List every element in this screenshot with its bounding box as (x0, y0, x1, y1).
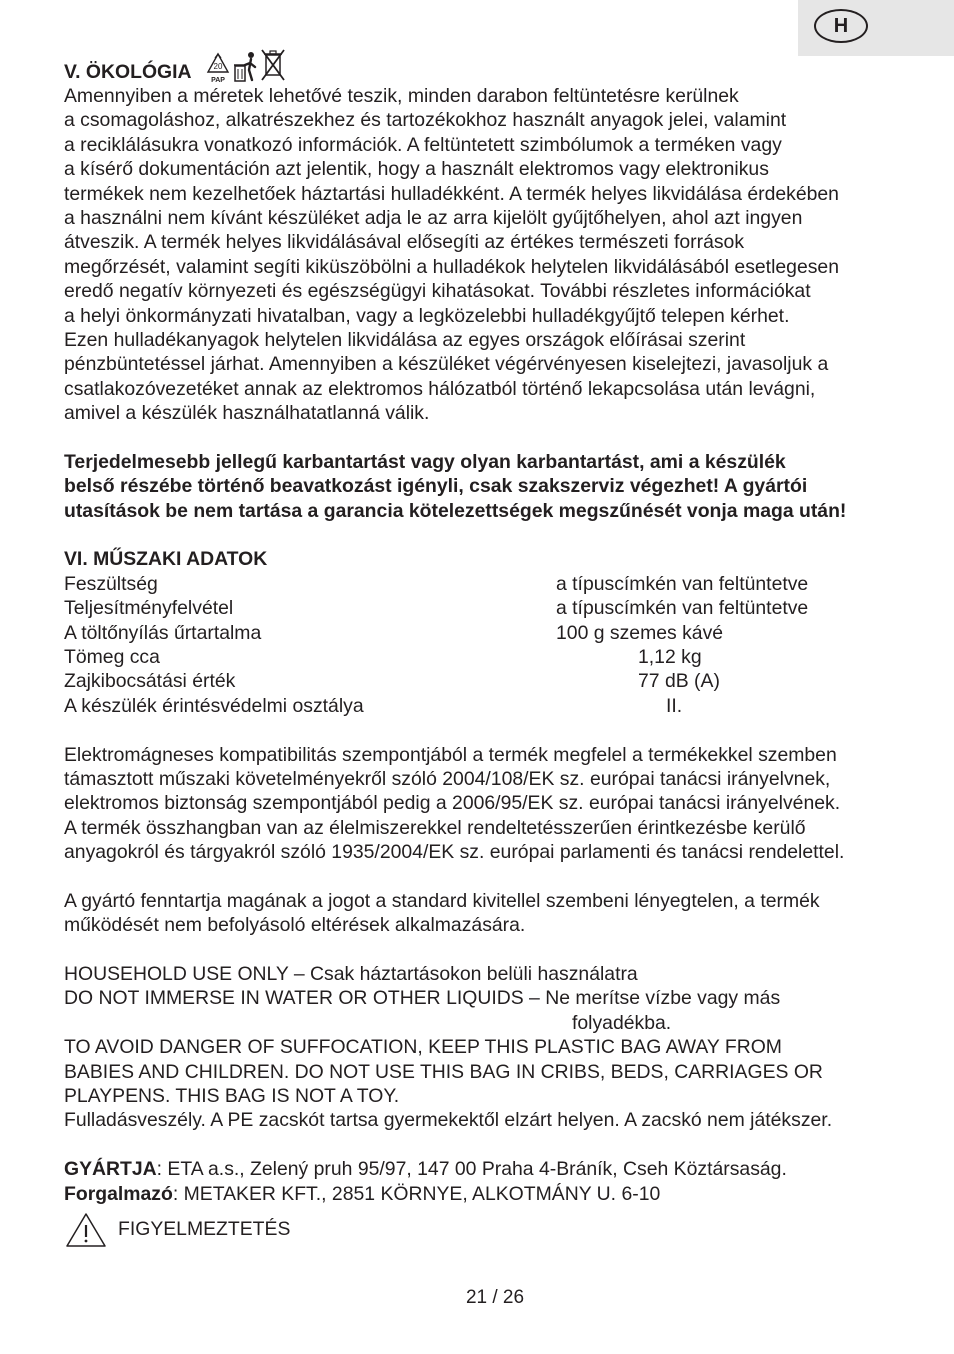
text-line: A termék összhangban van az élelmiszerekkel rendeltetésszerűen érintkezésbe kerülő (64, 816, 806, 839)
spec-row (64, 572, 894, 596)
text-line: PLAYPENS. THIS BAG IS NOT A TOY. (64, 1085, 400, 1108)
distributor-label: Forgalmazó (64, 1182, 173, 1205)
text-line: Elektromágneses kompatibilitás szempontjából a termék megfelel a termékekkel szemben (64, 743, 837, 766)
text-line: a használni nem kívánt készüléket adja le az arra kijelölt gyűjtőhelyen, ahol azt ingyen (64, 206, 803, 229)
spec-value: 1,12 kg (638, 645, 702, 668)
recycle-number: 20 (213, 62, 222, 71)
text-line: A gyártó fenntartja magának a jogot a standard kivitellel szembeni lényegtelen, a termék (64, 889, 820, 912)
distributor-line (64, 1182, 894, 1206)
text-line: működését nem befolyásoló eltérések alkalmazására. (64, 914, 526, 937)
recycle-pap-icon (206, 52, 230, 84)
language-badge: H (814, 9, 868, 43)
warnings-block (64, 962, 894, 1133)
specs-title: VI. MŰSZAKI ADATOK (64, 548, 268, 571)
spec-value: II. (666, 694, 683, 717)
warning-triangle-icon (64, 1211, 108, 1249)
text-line: támasztott műszaki követelményekről szóló 2004/108/EK sz. európai tanácsi irányelvnek, (64, 767, 831, 790)
text-line: BABIES AND CHILDREN. DO NOT USE THIS BAG IN CRIBS, BEDS, CARRIAGES OR (64, 1060, 823, 1083)
spec-label: Feszültség (64, 572, 158, 595)
caution-row (64, 1210, 894, 1250)
spec-row (64, 621, 894, 645)
immerse-warning: DO NOT IMMERSE IN WATER OR OTHER LIQUIDS – Ne merítse vízbe vagy más (64, 987, 781, 1010)
ecology-title: V. ÖKOLÓGIA (64, 61, 192, 83)
ecology-icons (206, 48, 286, 84)
reservation-paragraph (64, 889, 894, 938)
text-line: eredő negatív környezeti és egészségügyi kihatásokat. További részletes információkat (64, 280, 811, 303)
text-line: amivel a készülék használhatatlanná válik. (64, 402, 430, 425)
spec-value: a típuscímkén van feltüntetve (556, 597, 809, 620)
text-line: termékek nem kezelhetőek háztartási hulladékként. A termék helyes likvidálása érdekében (64, 182, 839, 205)
caution-label: FIGYELMEZTETÉS (118, 1218, 291, 1241)
text-line: megőrzését, valamint segíti kiküszöbölni a hulladékok helytelen likvidálásából esetlegesen (64, 255, 839, 278)
text-line: a csomagoláshoz, alkatrészekhez és tartozékokhoz használt anyagok jelei, valamint (64, 109, 787, 132)
spec-label: Tömeg cca (64, 645, 160, 668)
maintenance-notice (64, 450, 894, 523)
spec-row (64, 645, 894, 669)
recycle-code: PAP (210, 77, 225, 84)
text-line: pénzbüntetéssel járhat. Amennyiben a készüléket végérvényesen kiselejtezi, javasoljuk a (64, 353, 829, 376)
manufacturer-text: : ETA a.s., Zelený pruh 95/97, 147 00 Praha 4-Bráník, Cseh Köztársaság. (156, 1158, 787, 1181)
household-warning: HOUSEHOLD USE ONLY – Csak háztartásokon belüli használatra (64, 963, 638, 986)
text-line: anyagokról és tárgyakról szóló 1935/2004/EK sz. európai parlamenti és tanácsi rendelettel. (64, 841, 845, 864)
spec-label: A készülék érintésvédelmi osztálya (64, 694, 364, 717)
text-line: TO AVOID DANGER OF SUFFOCATION, KEEP THIS PLASTIC BAG AWAY FROM (64, 1036, 782, 1059)
spec-label: Teljesítményfelvétel (64, 597, 234, 620)
text-line: Ezen hulladékanyagok helytelen likvidálása az egyes országok előírásai szerint (64, 328, 746, 351)
distributor-text: : METAKER KFT., 2851 KÖRNYE, ALKOTMÁNY U. 6-10 (172, 1182, 661, 1205)
spec-row (64, 694, 894, 718)
text-line: csatlakozóvezetéket annak az elektromos hálózatból történő lekapcsolása után levágni, (64, 377, 816, 400)
text-line: a helyi önkormányzati hivatalban, vagy a legközelebbi hulladékgyűjtő telepen kérhet. (64, 304, 790, 327)
immerse-warning-cont: folyadékba. (572, 1011, 672, 1034)
spec-row (64, 596, 894, 620)
compliance-paragraph (64, 743, 894, 865)
spec-value: 100 g szemes kávé (556, 621, 724, 644)
page-number: 21 / 26 (465, 1287, 525, 1308)
text-line: a reciklálásukra vonatkozó információk. A feltüntetett szimbólumok a terméken vagy (64, 133, 782, 156)
page-content (64, 44, 894, 1250)
suffocation-warning-hu: Fulladásveszély. A PE zacskót tartsa gyermekektől elzárt helyen. A zacskó nem játékszer. (64, 1109, 833, 1132)
specs-table (64, 572, 894, 718)
crossed-bin-icon (260, 48, 286, 84)
spec-value: a típuscímkén van feltüntetve (556, 572, 809, 595)
text-line: utasítások be nem tartása a garancia kötelezettségek megszűnését vonja maga után! (64, 499, 847, 522)
spec-value: 77 dB (A) (638, 670, 720, 693)
text-line: Amennyiben a méretek lehetővé teszik, minden darabon feltüntetésre kerülnek (64, 85, 739, 107)
text-line: belső részébe történő beavatkozást igényli, csak szakszerviz végezhet! A gyártói (64, 475, 808, 498)
spec-row (64, 669, 894, 693)
spec-label: Zajkibocsátási érték (64, 670, 236, 693)
spec-label: A töltőnyílás űrtartalma (64, 621, 262, 644)
ecology-paragraph (64, 84, 894, 425)
manufacturer-label: GYÁRTJA (64, 1158, 157, 1181)
bin-person-icon (232, 50, 258, 84)
text-line: Terjedelmesebb jellegű karbantartást vagy olyan karbantartást, ami a készülék (64, 450, 786, 473)
text-line: a kísérő dokumentáción azt jelentik, hogy a használt elektromos vagy elektronikus (64, 158, 769, 181)
text-line: elektromos biztonság szempontjából pedig a 2006/95/EK sz. európai tanácsi irányelvének. (64, 792, 841, 815)
ecology-heading (64, 44, 894, 84)
manufacturer-line (64, 1157, 894, 1181)
text-line: átveszik. A termék helyes likvidálásával elősegíti az értékes természeti források (64, 231, 745, 254)
